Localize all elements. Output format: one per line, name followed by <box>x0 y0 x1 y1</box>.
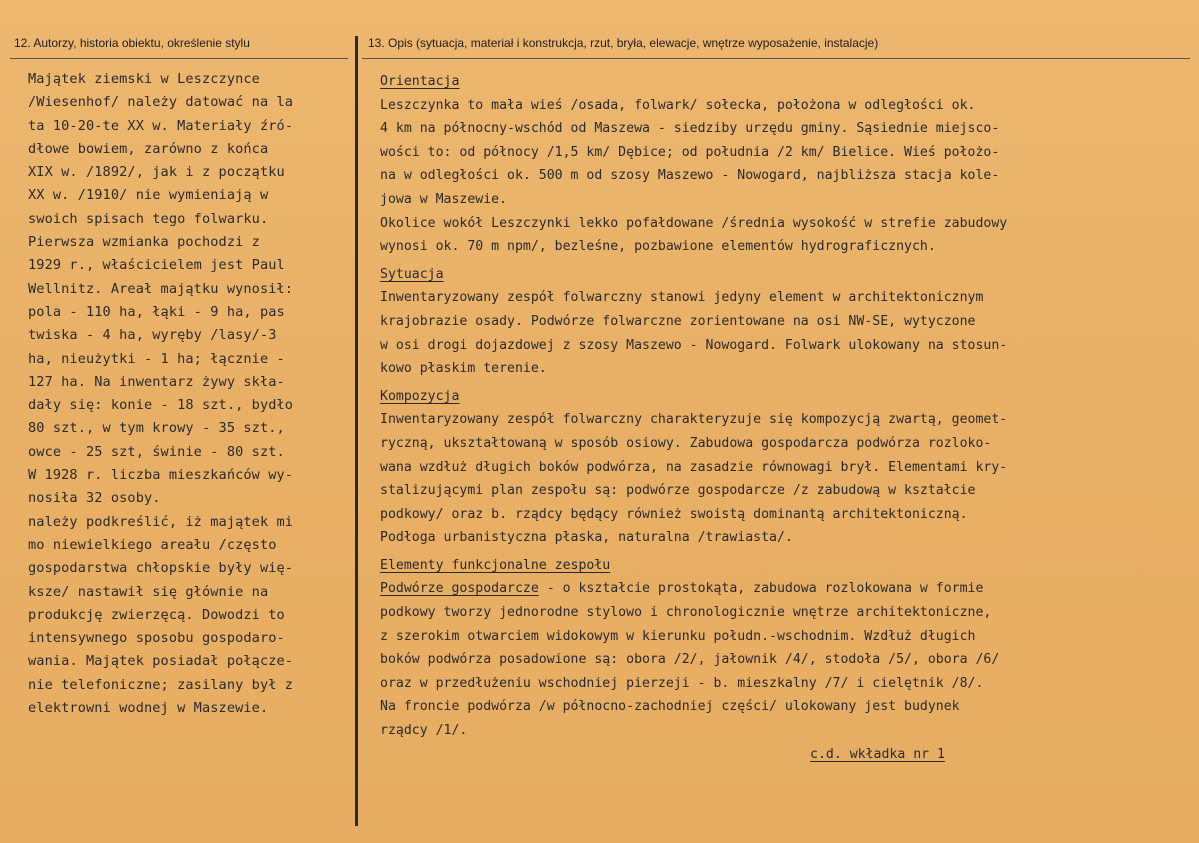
text-line: XX w. /1910/ nie wymieniają w <box>28 187 269 204</box>
heading-kompozycja: Kompozycja <box>380 388 460 404</box>
heading-orientacja: Orientacja <box>380 74 460 89</box>
continuation-note: c.d. wkładka nr 1 <box>810 746 945 762</box>
text-line: elektrowni wodnej w Maszewie. <box>28 700 269 717</box>
text-line: należy podkreślić, iż majątek mi <box>28 513 294 530</box>
text-line: /Wiesenhof/ należy datować na la <box>28 94 294 111</box>
text-line: kowo płaskim terenie. <box>380 361 547 377</box>
text-line: pola - 110 ha, łąki - 9 ha, pas <box>28 303 285 320</box>
text-line: stalizującymi plan zespołu są: podwórze gospodarcze /z zabudową w kształcie <box>380 483 976 499</box>
text-line: na w odległości ok. 500 m od szosy Maszewo - Nowogard, najbliższa stacja kole- <box>380 168 1000 184</box>
text-line: podkowy/ oraz b. rządcy będący również swoistą dominantą architektoniczną. <box>380 506 968 522</box>
text-line: XIX w. /1892/, jak i z początku <box>28 164 285 181</box>
heading-elementy: Elementy funkcjonalne zespołu <box>380 557 611 573</box>
text-line: ta 10-20-te XX w. Materiały źró- <box>28 117 294 134</box>
text-line: wana wzdłuż długich boków podwórza, na zasadzie równowagi brył. Elementami kry- <box>380 459 1008 475</box>
text-line: w osi drogi dojazdowej z szosy Maszewo - Nowogard. Folwark ulokowany na stosun- <box>380 337 1008 353</box>
section-13-header: 13. Opis (sytuacja, materiał i konstrukcja, rzut, bryła, elewacje, wnętrze wyposażenie, instalacje) <box>368 36 879 50</box>
text-line: Pierwsza wzmianka pochodzi z <box>28 234 260 251</box>
text-line: owce - 25 szt, świnie - 80 szt. <box>28 443 285 460</box>
text-line: 127 ha. Na inwentarz żywy skła- <box>28 373 285 390</box>
text-line: z szerokim otwarciem widokowym w kierunku połudn.-wschodnim. Wzdłuż długich <box>380 628 976 644</box>
text-line: wości to: od północy /1,5 km/ Dębice; od południa /2 km/ Bielice. Wieś położo- <box>380 144 1000 160</box>
history-text <box>28 68 354 720</box>
text-line: Wellnitz. Areał majątku wynosił: <box>28 280 294 297</box>
text-line: nosiła 32 osoby. <box>28 490 161 507</box>
column-divider <box>355 36 358 826</box>
text-line: podkowy tworzy jednorodne stylowo i chronologicznie wnętrze architektoniczne, <box>380 605 992 621</box>
text-line: oraz w przedłużeniu wschodniej pierzeji - b. mieszkalny /7/ i cielętnik /8/. <box>380 675 984 691</box>
header-rule-left <box>10 58 348 59</box>
text-line: ha, nieużytki - 1 ha; łącznie - <box>28 350 285 367</box>
description-text <box>380 70 1195 766</box>
text-line: dały się: konie - 18 szt., bydło <box>28 397 294 414</box>
section-12-header: 12. Autorzy, historia obiektu, określenie stylu <box>14 36 250 50</box>
text-line: wynosi ok. 70 m npm/, bezleśne, pozbawione elementów hydrograficznych. <box>380 239 936 255</box>
text-line: ryczną, ukształtowaną w sposób osiowy. Zabudowa gospodarcza podwórza rozloko- <box>380 435 992 451</box>
text-line: 4 km na północny-wschód od Maszewa - siedziby urzędu gminy. Sąsiednie miejsco- <box>380 121 1000 137</box>
text-line: boków podwórza posadowione są: obora /2/, jałownik /4/, stodoła /5/, obora /6/ <box>380 652 1000 668</box>
text-line: wania. Majątek posiadał połącze- <box>28 653 294 670</box>
text-line: mo niewielkiego areału /często <box>28 536 277 553</box>
text-line: 80 szt., w tym krowy - 35 szt., <box>28 420 285 437</box>
text-line: Okolice wokół Leszczynki lekko pofałdowane /średnia wysokość w strefie zabudowy <box>380 215 1008 231</box>
text-line: nie telefoniczne; zasilany był z <box>28 676 294 693</box>
text-line: Na froncie podwórza /w północno-zachodniej części/ ulokowany jest budynek <box>380 699 960 715</box>
text-line: Leszczynka to mała wieś /osada, folwark/ sołecka, położona w odległości ok. <box>380 97 976 113</box>
text-line: twiska - 4 ha, wyręby /lasy/-3 <box>28 327 277 344</box>
text-line <box>380 577 1195 601</box>
text-line: produkcję zwierzęcą. Dowodzi to <box>28 606 285 623</box>
text-line: Podłoga urbanistyczna płaska, naturalna /trawiasta/. <box>380 530 793 546</box>
text-line: intensywnego sposobu gospodaro- <box>28 630 285 647</box>
text-line: ksze/ nastawił się głównie na <box>28 583 269 600</box>
text-line: Majątek ziemski w Leszczynce <box>28 71 260 87</box>
text-line: Inwentaryzowany zespół folwarczny charakteryzuje się kompozycją zwartą, geomet- <box>380 412 1008 428</box>
text-line: gospodarstwa chłopskie były wię- <box>28 560 294 577</box>
text-line: krajobrazie osady. Podwórze folwarczne zorientowane na osi NW-SE, wytyczone <box>380 313 976 329</box>
heading-podworze: Podwórze gospodarcze <box>380 581 539 597</box>
text-line: 1929 r., właścicielem jest Paul <box>28 257 285 274</box>
header-rule-right <box>362 58 1190 59</box>
text-line: dłowe bowiem, zarówno z końca <box>28 140 269 157</box>
heading-sytuacja: Sytuacja <box>380 266 444 282</box>
text-line: Inwentaryzowany zespół folwarczny stanowi jedyny element w architektonicznym <box>380 290 984 306</box>
text-line: swoich spisach tego folwarku. <box>28 210 269 227</box>
text-line: rządcy /1/. <box>380 723 468 739</box>
text-line: jowa w Maszewie. <box>380 191 508 207</box>
text-line: W 1928 r. liczba mieszkańców wy- <box>28 467 294 484</box>
text-fragment: - o kształcie prostokąta, zabudowa rozlokowana w formie <box>538 581 984 597</box>
